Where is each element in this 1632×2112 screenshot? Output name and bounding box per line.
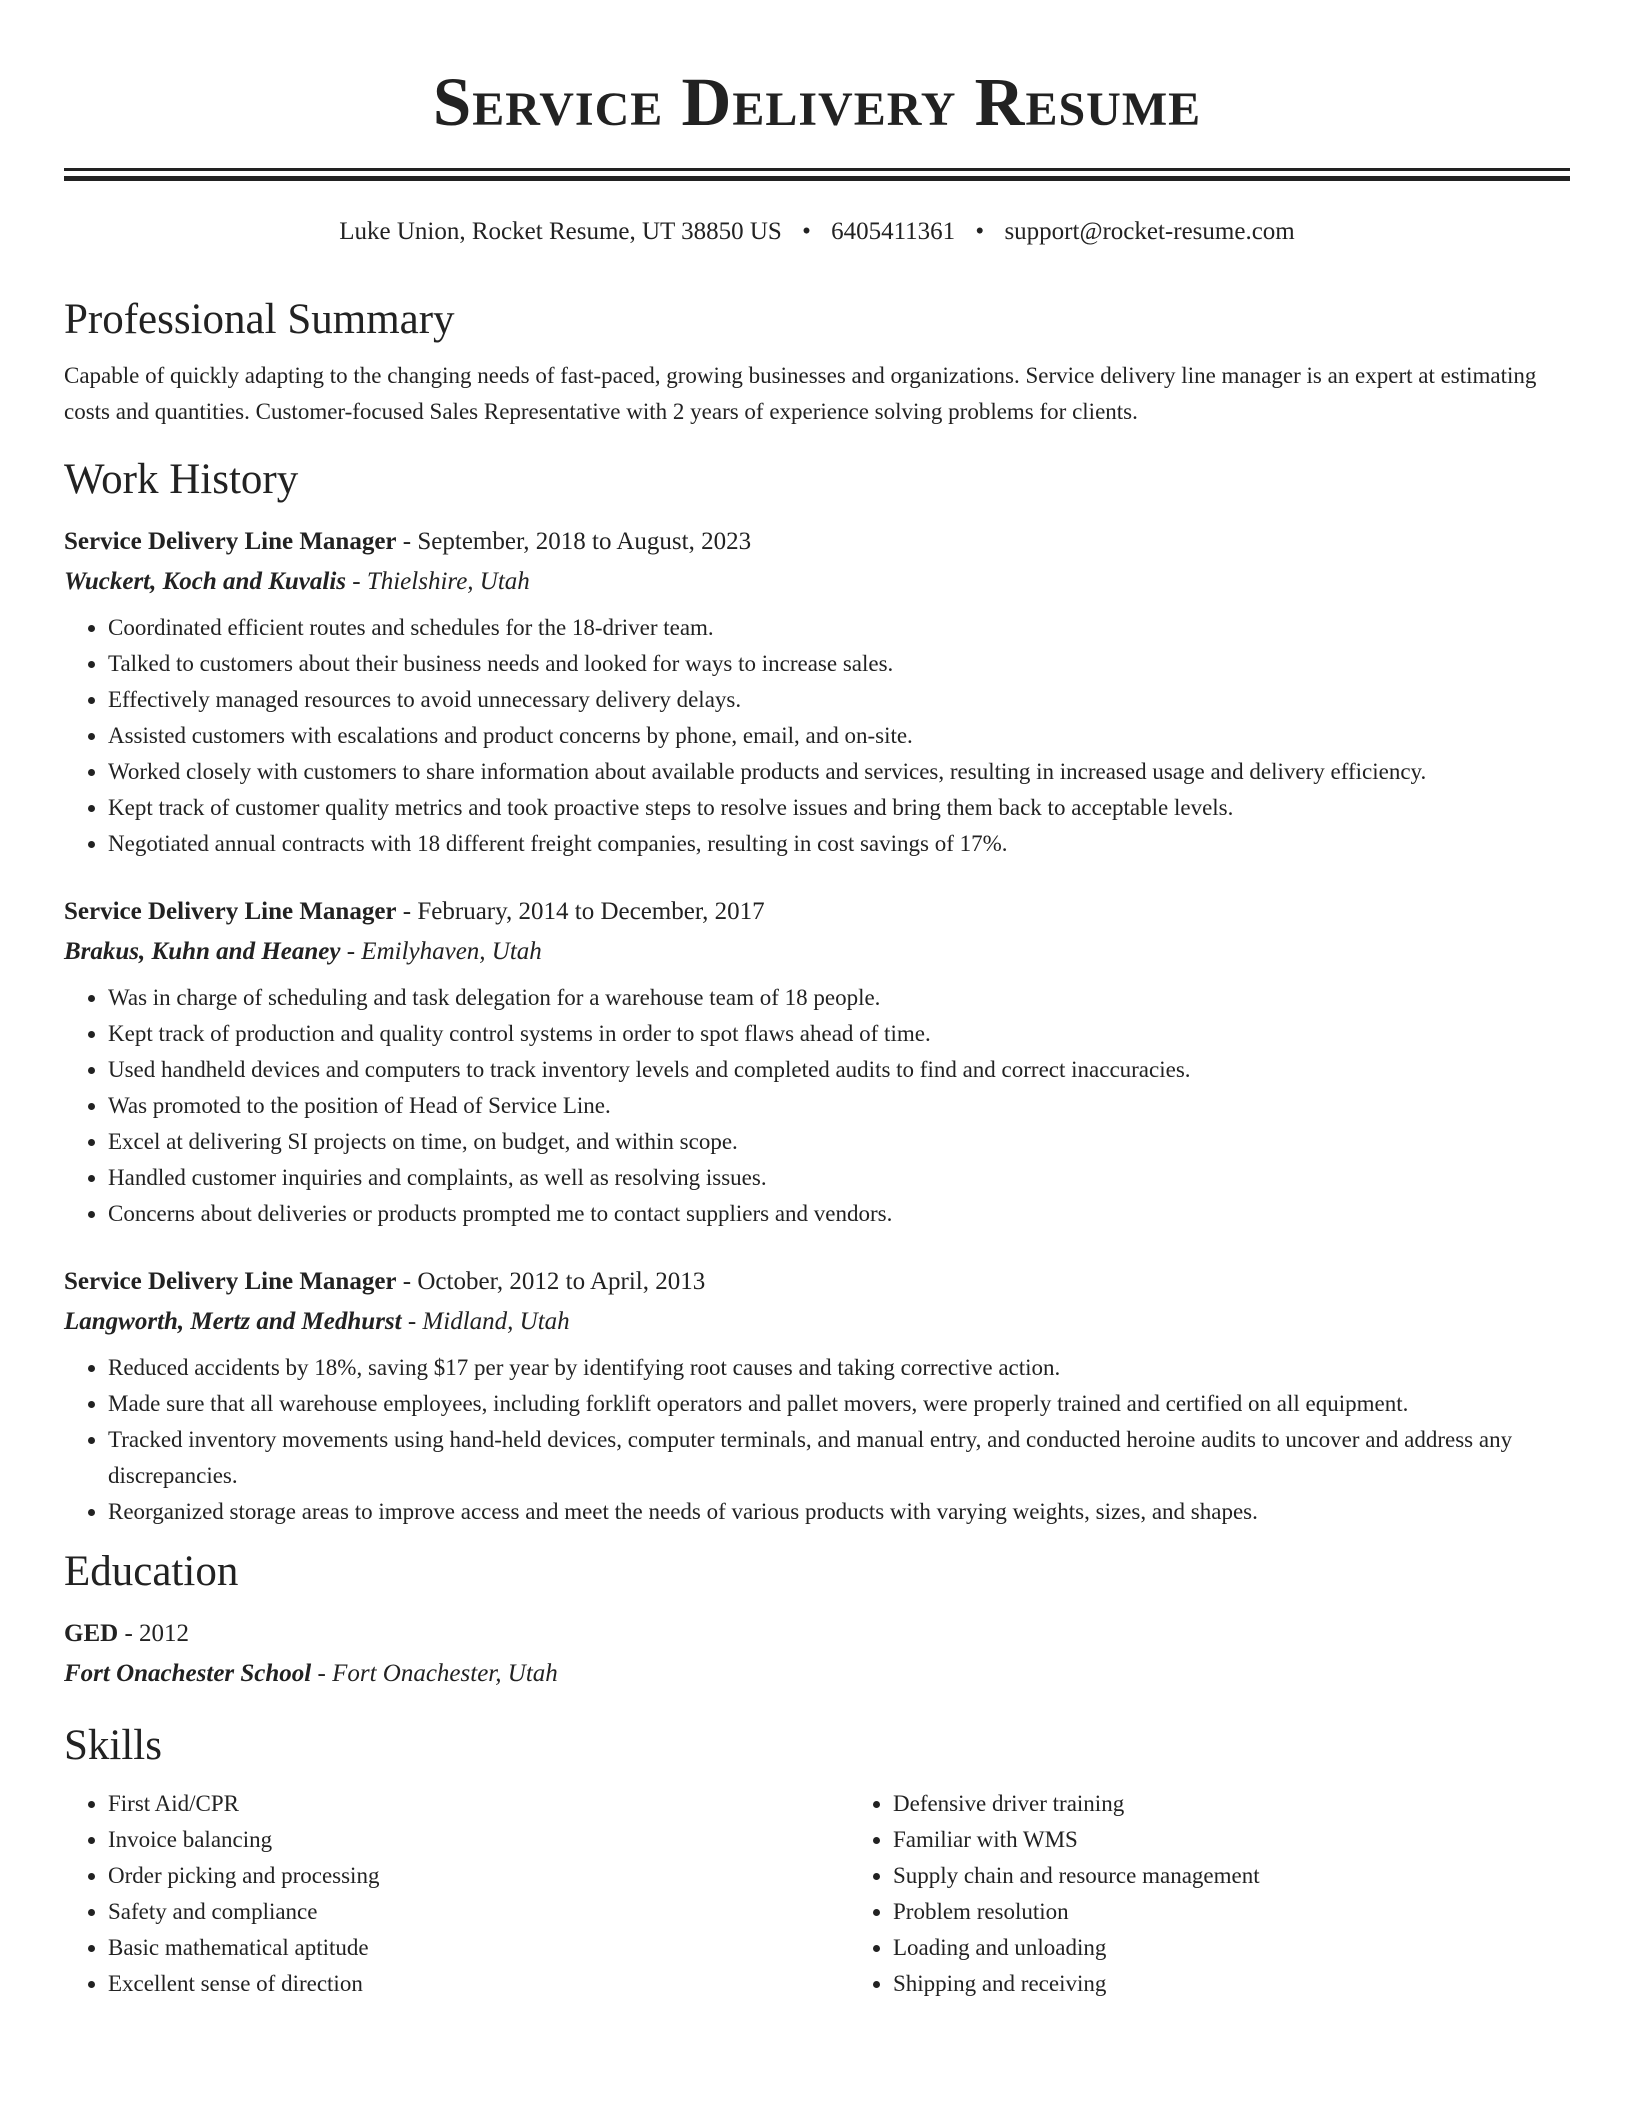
job-entry: [64, 892, 1570, 1232]
resume-page: [64, 0, 1570, 1996]
education-section: [64, 1542, 1570, 1694]
skill-item: • Invoice balancing: [108, 1822, 849, 1858]
job-company: Langworth, Mertz and Medhurst: [64, 1308, 402, 1335]
work-history-heading: Work History: [64, 456, 299, 503]
list-item: • Effectively managed resources to avoid unnecessary delivery delays.: [108, 682, 1570, 718]
title-divider-top: [64, 168, 1570, 171]
list-item: • Used handheld devices and computers to track inventory levels and completed audits to find and correct inaccuracies.: [108, 1052, 1570, 1088]
skill-item: • Excellent sense of direction: [108, 1966, 849, 2002]
list-item: • Was in charge of scheduling and task delegation for a warehouse team of 18 people.: [108, 980, 1570, 1016]
job-title-line: [64, 1262, 1570, 1302]
skill-item: • Defensive driver training: [893, 1786, 1632, 1822]
job-title: Service Delivery Line Manager: [64, 528, 397, 555]
list-item: • Worked closely with customers to share information about available products and services, resulting in increased usage and delivery efficiency.: [108, 754, 1570, 790]
list-item: • Excel at delivering SI projects on time, on budget, and within scope.: [108, 1124, 1570, 1160]
skills-columns: [64, 1786, 1570, 2002]
skill-item: • Problem resolution: [893, 1894, 1632, 1930]
job-bullets: [64, 610, 1570, 862]
skill-item: • Loading and unloading: [893, 1930, 1632, 1966]
contact-email: support@rocket-resume.com: [1004, 218, 1295, 245]
job-dates: - February, 2014 to December, 2017: [402, 898, 765, 925]
list-item: • Reorganized storage areas to improve access and meet the needs of various products with varying weights, sizes, and shapes.: [108, 1494, 1570, 1530]
list-item: • Reduced accidents by 18%, saving $17 per year by identifying root causes and taking corrective action.: [108, 1350, 1570, 1386]
job-entry: [64, 522, 1570, 862]
list-item: • Coordinated efficient routes and schedules for the 18-driver team.: [108, 610, 1570, 646]
list-item: • Tracked inventory movements using hand-held devices, computer terminals, and manual entry, and conducted heroine audits to uncover and address any discrepancies.: [108, 1422, 1570, 1494]
education-degree-line: [64, 1614, 1570, 1654]
job-dates: - September, 2018 to August, 2023: [402, 528, 752, 555]
job-title: Service Delivery Line Manager: [64, 1268, 397, 1295]
contact-separator: •: [802, 218, 811, 245]
skill-item: • Shipping and receiving: [893, 1966, 1632, 2002]
list-item: • Made sure that all warehouse employees, including forklift operators and pallet movers, were properly trained and certified on all equipment.: [108, 1386, 1570, 1422]
skills-heading: Skills: [64, 1722, 162, 1769]
job-location: - Thielshire, Utah: [352, 568, 530, 595]
list-item: • Talked to customers about their business needs and looked for ways to increase sales.: [108, 646, 1570, 682]
education-school-line: [64, 1654, 1570, 1694]
job-employer-line: [64, 562, 1570, 602]
job-dates: - October, 2012 to April, 2013: [402, 1268, 706, 1295]
skill-item: • Order picking and processing: [108, 1858, 849, 1894]
education-year: - 2012: [124, 1620, 190, 1647]
education-location: - Fort Onachester, Utah: [317, 1660, 558, 1687]
education-school: Fort Onachester School: [64, 1660, 312, 1687]
list-item: • Kept track of production and quality control systems in order to spot flaws ahead of time.: [108, 1016, 1570, 1052]
job-location: - Midland, Utah: [407, 1308, 570, 1335]
list-item: • Concerns about deliveries or products prompted me to contact suppliers and vendors.: [108, 1196, 1570, 1232]
skill-item: • Basic mathematical aptitude: [108, 1930, 849, 1966]
skills-left-column: [64, 1786, 849, 2002]
skills-section: [64, 1716, 1570, 2002]
skill-item: • Familiar with WMS: [893, 1822, 1632, 1858]
job-company: Wuckert, Koch and Kuvalis: [64, 568, 346, 595]
job-employer-line: [64, 1302, 1570, 1342]
contact-separator: •: [975, 218, 985, 245]
job-employer-line: [64, 932, 1570, 972]
job-entry: [64, 1262, 1570, 1530]
skills-right-column: [849, 1786, 1632, 2002]
job-title-line: [64, 892, 1570, 932]
resume-body: [64, 290, 1570, 2002]
summary-section: [64, 290, 1570, 430]
work-history-section: [64, 450, 1570, 1530]
summary-heading: Professional Summary: [64, 296, 455, 343]
list-item: • Negotiated annual contracts with 18 different freight companies, resulting in cost savings of 17%.: [108, 826, 1570, 862]
title-divider-bottom: [64, 176, 1570, 181]
resume-title: Service Delivery Resume: [432, 64, 1202, 140]
job-company: Brakus, Kuhn and Heaney: [64, 938, 341, 965]
summary-text: Capable of quickly adapting to the changing needs of fast-paced, growing businesses and organizations. Service delivery line manager is an expert at estimating costs and quantities. Customer-focused Sales Representative with 2 years of experience solving problems for clients.: [64, 363, 1537, 424]
job-location: - Emilyhaven, Utah: [346, 938, 542, 965]
skill-item: • Safety and compliance: [108, 1894, 849, 1930]
education-heading: Education: [64, 1548, 239, 1595]
skill-item: • Supply chain and resource management: [893, 1858, 1632, 1894]
contact-line: [64, 215, 1570, 249]
education-degree: GED: [64, 1620, 119, 1647]
list-item: • Assisted customers with escalations and product concerns by phone, email, and on-site.: [108, 718, 1570, 754]
job-bullets: [64, 980, 1570, 1232]
list-item: • Was promoted to the position of Head of Service Line.: [108, 1088, 1570, 1124]
job-bullets: [64, 1350, 1570, 1530]
list-item: • Kept track of customer quality metrics and took proactive steps to resolve issues and bring them back to acceptable levels.: [108, 790, 1570, 826]
job-title-line: [64, 522, 1570, 562]
contact-address: Luke Union, Rocket Resume, UT 38850 US: [339, 218, 782, 245]
list-item: • Handled customer inquiries and complaints, as well as resolving issues.: [108, 1160, 1570, 1196]
job-title: Service Delivery Line Manager: [64, 898, 397, 925]
contact-phone: 6405411361: [831, 218, 956, 245]
skill-item: • First Aid/CPR: [108, 1786, 849, 1822]
